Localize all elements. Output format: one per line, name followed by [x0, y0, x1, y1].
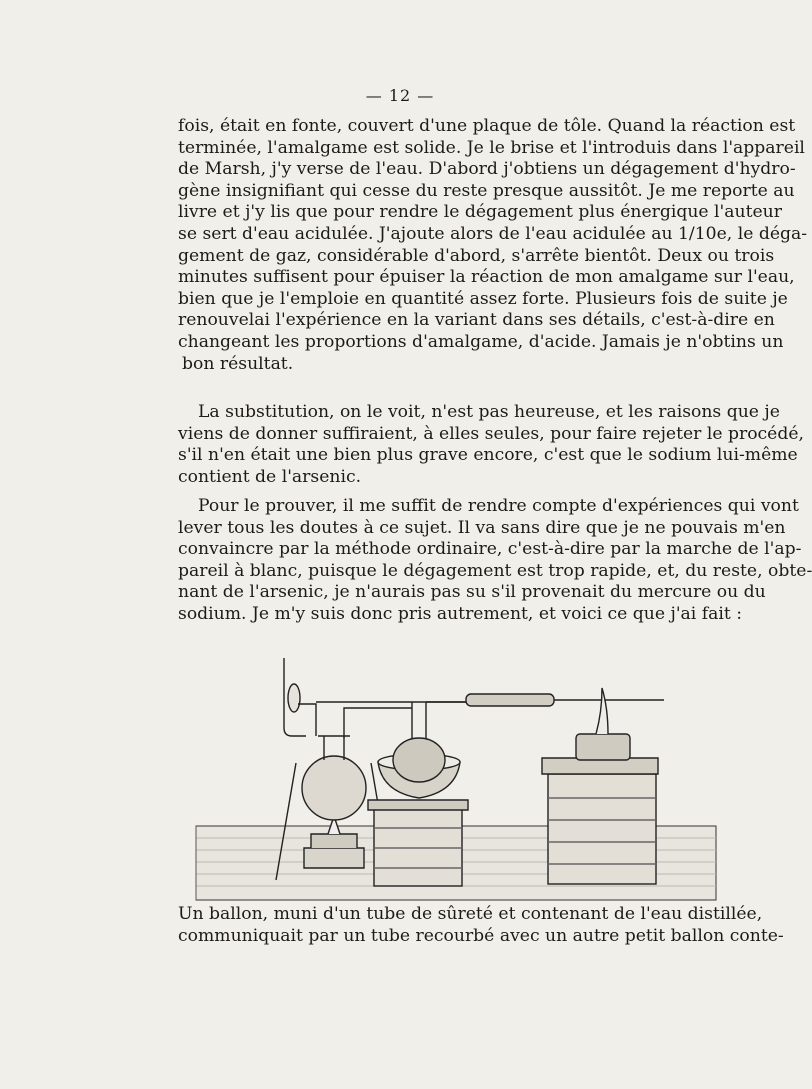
text-line: La substitution, on le voit, n'est pas heureuse, et les raisons que je — [198, 402, 780, 422]
text-line: viens de donner suffiraient, à elles seules, pour faire rejeter le procédé, — [178, 423, 804, 444]
text-line: bien que je l'emploie en quantité assez forte. Plusieurs fois de suite je — [178, 288, 788, 309]
text-line: sodium. Je m'y suis donc pris autrement, et voici ce que j'ai fait : — [178, 603, 743, 624]
text-line: livre et j'y lis que pour rendre le dégagement plus énergique l'auteur — [178, 202, 782, 223]
text-line: nant de l'arsenic, je n'aurais pas su s'il provenait du mercure ou du — [178, 582, 766, 603]
page-number: — 12 — — [365, 86, 435, 105]
text-line: s'il n'en était une bien plus grave encore, c'est que le sodium lui-même — [178, 445, 798, 466]
flask-2-assembly — [364, 702, 468, 886]
text-line: bon résultat. — [182, 353, 294, 374]
text-line: contient de l'arsenic. — [178, 466, 362, 487]
text-line: de Marsh, j'y verse de l'eau. D'abord j'obtiens un dégagement d'hydro- — [178, 159, 796, 180]
text-line: lever tous les doutes à ce sujet. Il va sans dire que je ne pouvais m'en — [178, 517, 786, 538]
text-line: pareil à blanc, puisque le dégagement est trop rapide, et, du reste, obte- — [178, 560, 812, 581]
text-line: gène insignifiant qui cesse du reste presque aussitôt. Je me reporte au — [178, 180, 795, 201]
lamp-stand — [542, 688, 658, 884]
apparatus-illustration — [196, 638, 716, 900]
text-line: renouvelai l'expérience en la variant dans ses détails, c'est-à-dire en — [178, 310, 775, 331]
text-line: convaincre par la méthode ordinaire, c'est-à-dire par la marche de l'ap- — [178, 539, 802, 560]
text-line: minutes suffisent pour épuiser la réaction de mon amalgame sur l'eau, — [178, 267, 795, 288]
paragraph-4 — [178, 904, 784, 947]
paragraph-2 — [178, 402, 804, 488]
text-line: gement de gaz, considérable d'abord, s'arrête bientôt. Deux ou trois — [178, 245, 775, 266]
paragraph-1 — [178, 116, 808, 375]
text-line: Un ballon, muni d'un tube de sûreté et contenant de l'eau distillée, — [178, 904, 763, 924]
paragraph-3 — [178, 496, 812, 626]
heated-tube — [316, 694, 664, 706]
text-line: terminée, l'amalgame est solide. Je le brise et l'introduis dans l'appareil — [178, 137, 805, 158]
text-line: changeant les proportions d'amalgame, d'acide. Jamais je n'obtins un — [178, 331, 784, 352]
text-line: se sert d'eau acidulée. J'ajoute alors de l'eau acidulée au 1/10e, le déga- — [178, 223, 808, 244]
text-line: communiquait par un tube recourbé avec un autre petit ballon conte- — [178, 925, 784, 946]
text-line: fois, était en fonte, couvert d'une plaque de tôle. Quand la réaction est — [178, 116, 796, 136]
text-line: Pour le prouver, il me suffit de rendre compte d'expériences qui vont — [198, 496, 799, 516]
